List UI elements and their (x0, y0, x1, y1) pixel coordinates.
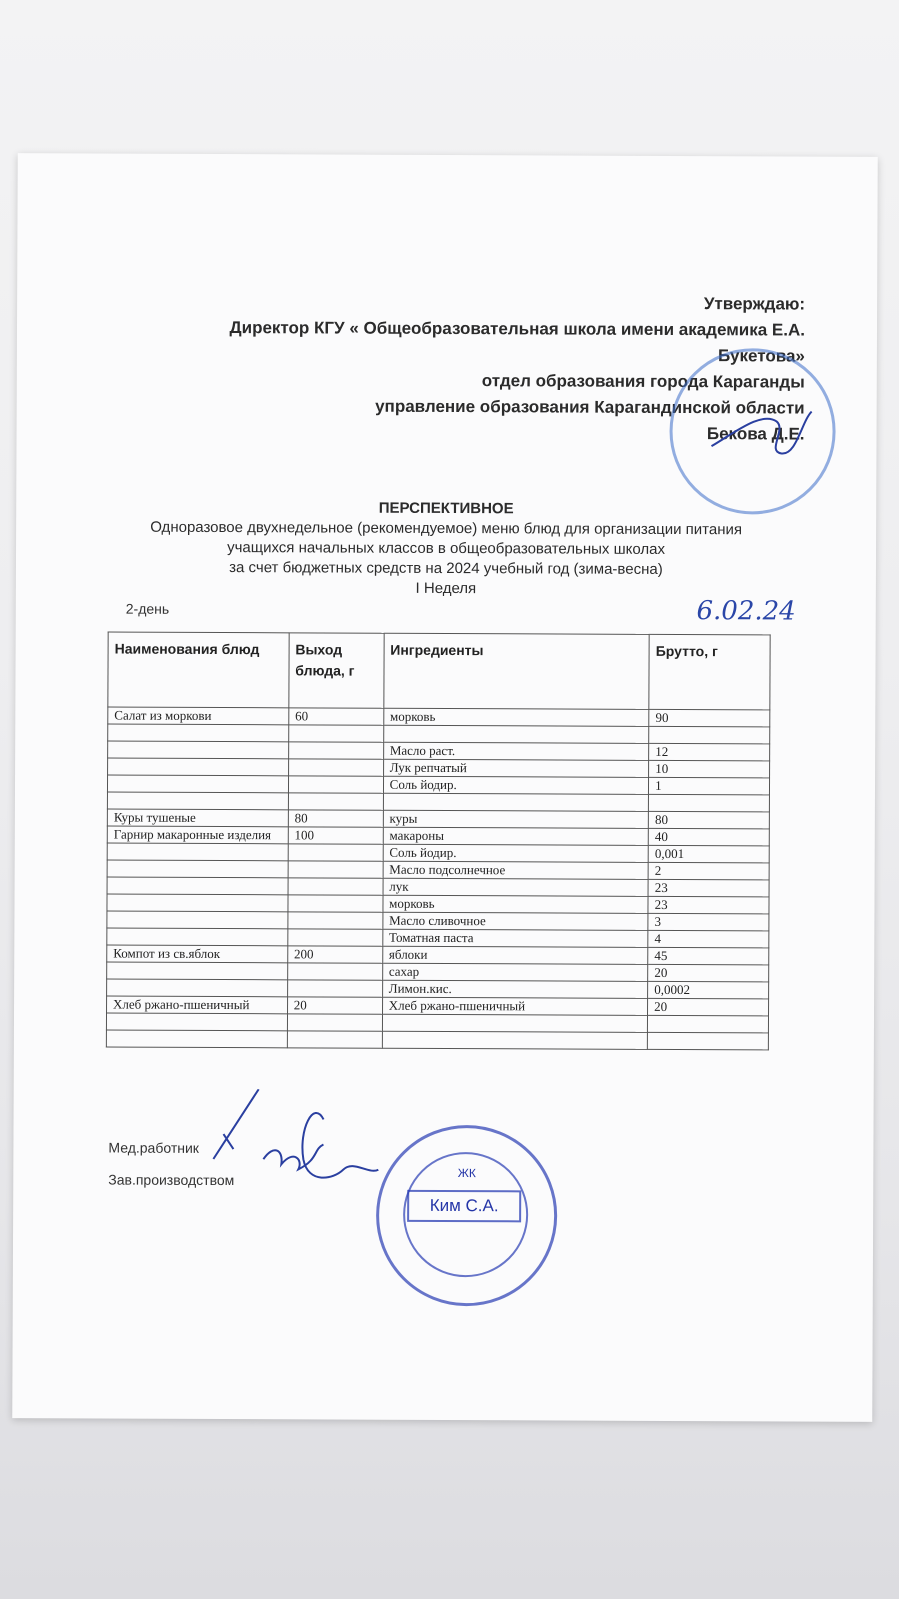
table-cell (648, 1015, 769, 1033)
table-cell: Хлеб ржано-пшеничный (107, 996, 288, 1014)
table-row (107, 996, 769, 1016)
menu-table (106, 632, 771, 1051)
table-row (107, 826, 769, 846)
chef-label: Зав.производством (108, 1171, 235, 1189)
approval-line: управление образования Карагандинской области (375, 396, 805, 418)
approval-line: Бекова Д.Е. (706, 424, 805, 444)
table-cell (383, 725, 649, 743)
table-cell: яблоки (382, 946, 648, 964)
document-title (16, 497, 876, 601)
table-cell: макароны (383, 827, 649, 845)
table-cell (107, 775, 288, 793)
table-cell (288, 759, 383, 776)
table-cell: Куры тушеные (107, 809, 288, 827)
table-cell: морковь (383, 895, 649, 913)
table-cell (288, 912, 383, 929)
table-cell: 2 (648, 862, 769, 880)
title-line: Одноразовое двухнедельное (рекомендуемое) меню блюд для организации питания (150, 518, 743, 539)
table-cell (287, 1014, 382, 1031)
table-cell (382, 1014, 648, 1032)
table-cell: морковь (383, 708, 649, 726)
table-cell: сахар (382, 963, 648, 981)
table-cell: 12 (649, 743, 770, 761)
table-cell: 10 (649, 760, 770, 778)
table-cell: Салат из моркови (108, 707, 289, 725)
table-cell (106, 1013, 287, 1031)
table-cell: 100 (288, 827, 383, 844)
table-cell (108, 724, 289, 742)
table-row (108, 707, 770, 727)
table-cell (108, 741, 289, 759)
table-cell (288, 844, 383, 861)
table-cell: Масло раст. (383, 742, 649, 760)
table-cell: 45 (648, 947, 769, 965)
title-line: учащихся начальных классов в общеобразовательных школах (227, 539, 665, 558)
table-cell: 20 (648, 964, 769, 982)
seal-zhk: ЖК (457, 1166, 476, 1181)
table-cell: куры (383, 810, 649, 828)
title-line: I Неделя (415, 579, 477, 598)
table-cell (107, 911, 288, 929)
table-cell (107, 877, 288, 895)
table-cell: Масло сливочное (383, 912, 649, 930)
table-cell (107, 962, 288, 980)
table-cell (108, 758, 289, 776)
table-cell (288, 895, 383, 912)
table-cell (287, 1031, 382, 1048)
table-cell (287, 963, 382, 980)
title-line: за счет бюджетных средств на 2024 учебный год (зима-весна) (229, 559, 663, 578)
kitchen-seal (376, 1125, 558, 1307)
approval-line: Утверждаю: (703, 294, 806, 314)
table-cell: 0,001 (648, 845, 769, 863)
table-cell: 200 (288, 946, 383, 963)
table-cell: Масло подсолнечное (383, 861, 649, 879)
table-cell: 1 (649, 777, 770, 795)
table-cell: 90 (649, 709, 770, 727)
table-cell (288, 776, 383, 793)
table-cell: Компот из св.яблок (107, 945, 288, 963)
day-label: 2-день (125, 600, 170, 617)
table-cell (648, 1032, 769, 1050)
approval-line: Букетова» (718, 346, 805, 366)
seal-name: Ким С.А. (407, 1190, 521, 1222)
table-cell (382, 1031, 648, 1049)
table-cell (107, 843, 288, 861)
table-cell (288, 878, 383, 895)
table-cell (649, 794, 770, 812)
table-cell: 80 (288, 810, 383, 827)
table-cell: 20 (287, 997, 382, 1014)
table-cell (288, 742, 383, 759)
table-cell: Лимон.кис. (382, 980, 648, 998)
med-worker-label: Мед.работник (108, 1139, 199, 1156)
table-header-row (108, 632, 770, 710)
table-cell (107, 928, 288, 946)
table-cell: 0,0002 (648, 981, 769, 999)
table-cell: Томатная паста (382, 929, 648, 947)
table-cell: 40 (648, 828, 769, 846)
table-cell (107, 792, 288, 810)
table-row (107, 945, 769, 965)
document-page (12, 153, 878, 1422)
table-cell (288, 725, 383, 742)
table-row (106, 1030, 768, 1050)
director-signature (706, 391, 816, 471)
table-cell: 23 (648, 879, 769, 897)
table-cell (288, 929, 383, 946)
table-cell: Соль йодир. (383, 844, 649, 862)
approval-line: Директор КГУ « Общеобразовательная школа имени академика Е.А. (229, 318, 806, 340)
table-cell (649, 726, 770, 744)
table-cell (107, 894, 288, 912)
table-cell: 20 (648, 998, 769, 1016)
table-cell: 4 (648, 930, 769, 948)
table-body (106, 707, 769, 1050)
table-cell: 80 (648, 811, 769, 829)
table-cell: Соль йодир. (383, 776, 649, 794)
header-yield: Выход блюда, г (289, 633, 384, 708)
table-cell (287, 980, 382, 997)
table-cell (383, 793, 649, 811)
handwritten-signatures (203, 1089, 384, 1210)
table-cell (107, 979, 288, 997)
table-cell: 3 (648, 913, 769, 931)
header-gross: Брутто, г (649, 634, 770, 710)
table-cell: 60 (289, 708, 384, 725)
table-cell: 23 (648, 896, 769, 914)
title-line: ПЕРСПЕКТИВНОЕ (378, 499, 514, 518)
table-cell (288, 861, 383, 878)
table-cell: Лук репчатый (383, 759, 649, 777)
header-ingredients: Ингредиенты (384, 633, 650, 709)
table-cell (288, 793, 383, 810)
table-cell (107, 860, 288, 878)
table-cell: Гарнир макаронные изделия (107, 826, 288, 844)
table-cell: Хлеб ржано-пшеничный (382, 997, 648, 1015)
table-cell: лук (383, 878, 649, 896)
approval-line: отдел образования города Караганды (481, 371, 805, 392)
table-cell (106, 1030, 287, 1048)
handwritten-date: 6.02.24 (696, 596, 796, 627)
header-dish: Наименования блюд (108, 632, 289, 708)
